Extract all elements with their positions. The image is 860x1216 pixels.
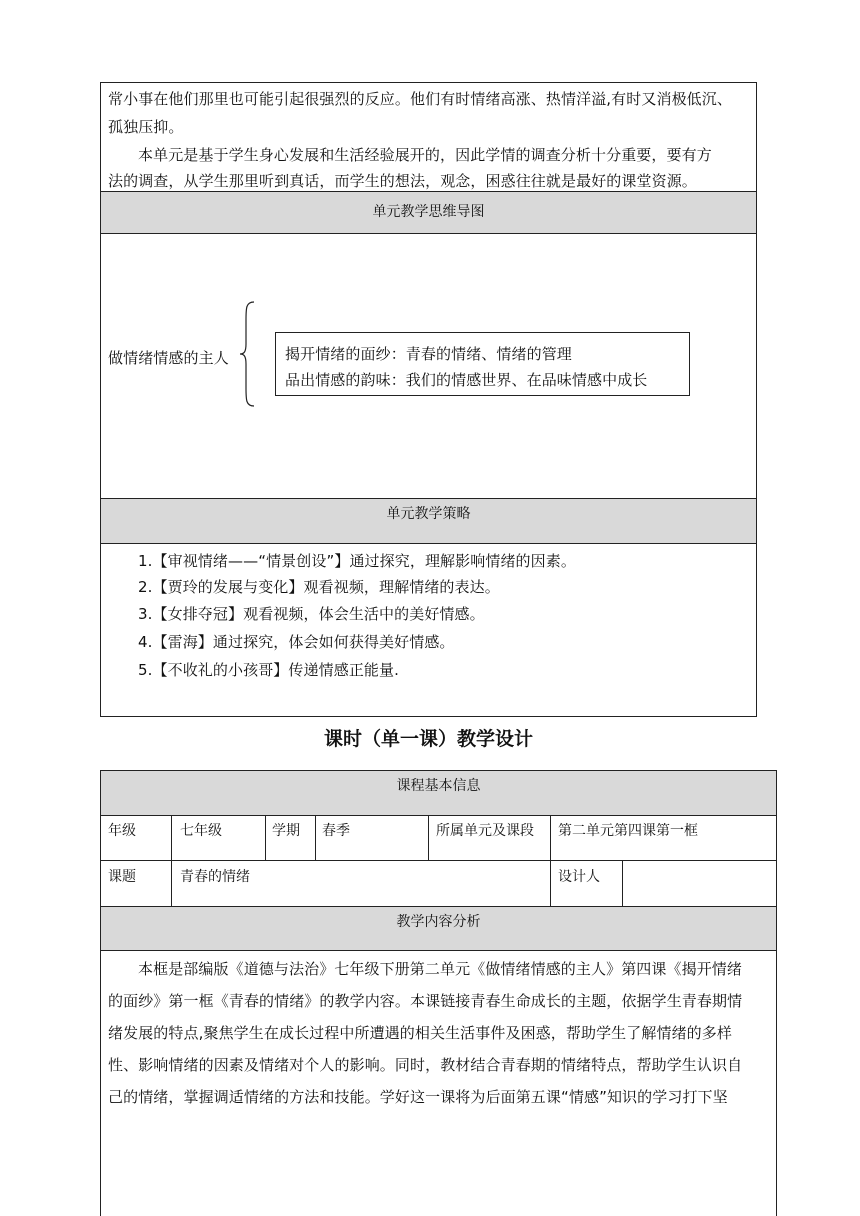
mindmap-root: 做情绪情感的主人 [108,349,229,367]
strategy-item-5: 5.【不收礼的小孩哥】传递情感正能量. [138,661,399,679]
analysis-line-4: 性、影响情绪的因素及情绪对个人的影响。同时，教材结合青春期的情绪特点，帮助学生认识自 [108,1056,743,1074]
strategy-item-2: 2.【贾玲的发展与变化】观看视频，理解情绪的表达。 [138,578,500,596]
analysis-line-1: 本框是部编版《道德与法治》七年级下册第二单元《做情绪情感的主人》第四课《揭开情绪 [138,960,743,978]
unit-value: 第二单元第四课第一框 [558,823,698,839]
curly-brace-icon [238,300,258,408]
topic-value: 青春的情绪 [180,869,250,885]
intro-line-1: 常小事在他们那里也可能引起很强烈的反应。他们有时情绪高涨、热情洋溢,有时又消极低沉、 [108,90,732,108]
mindmap-branch-2: 品出情感的韵味：我们的情感世界、在品味情感中成长 [285,371,648,389]
term-value: 春季 [322,823,350,839]
term-label: 学期 [272,823,300,839]
mindmap-header: 单元教学思维导图 [372,204,485,220]
basic-info-header: 课程基本信息 [396,778,481,794]
designer-label: 设计人 [558,869,600,885]
intro-line-3: 本单元是基于学生身心发展和生活经验展开的，因此学情的调查分析十分重要，要有方 [138,146,712,164]
strategy-item-3: 3.【女排夺冠】观看视频，体会生活中的美好情感。 [138,605,485,623]
analysis-header: 教学内容分析 [396,914,481,930]
grade-label: 年级 [108,823,136,839]
lesson-title: 课时（单一课）教学设计 [323,728,533,750]
topic-label: 课题 [108,869,136,885]
analysis-line-5: 己的情绪，掌握调适情绪的方法和技能。学好这一课将为后面第五课“情感”知识的学习打下坚 [108,1088,728,1106]
grade-value: 七年级 [180,823,222,839]
analysis-line-2: 的面纱》第一框《青春的情绪》的教学内容。本课链接青春生命成长的主题，依据学生青春期情 [108,992,743,1010]
strategy-item-4: 4.【雷海】通过探究，体会如何获得美好情感。 [138,633,455,651]
intro-line-2: 孤独压抑。 [108,118,184,136]
intro-line-4: 法的调查，从学生那里听到真话，而学生的想法，观念，困惑往往就是最好的课堂资源。 [108,172,697,190]
analysis-line-3: 绪发展的特点,聚焦学生在成长过程中所遭遇的相关生活事件及困惑，帮助学生了解情绪的多样 [108,1024,732,1042]
strategy-item-1: 1.【审视情绪——“情景创设”】通过探究，理解影响情绪的因素。 [138,552,576,570]
mindmap-branch-1: 揭开情绪的面纱：青春的情绪、情绪的管理 [285,345,572,363]
unit-label: 所属单元及课段 [436,823,534,839]
strategy-header: 单元教学策略 [386,506,471,522]
